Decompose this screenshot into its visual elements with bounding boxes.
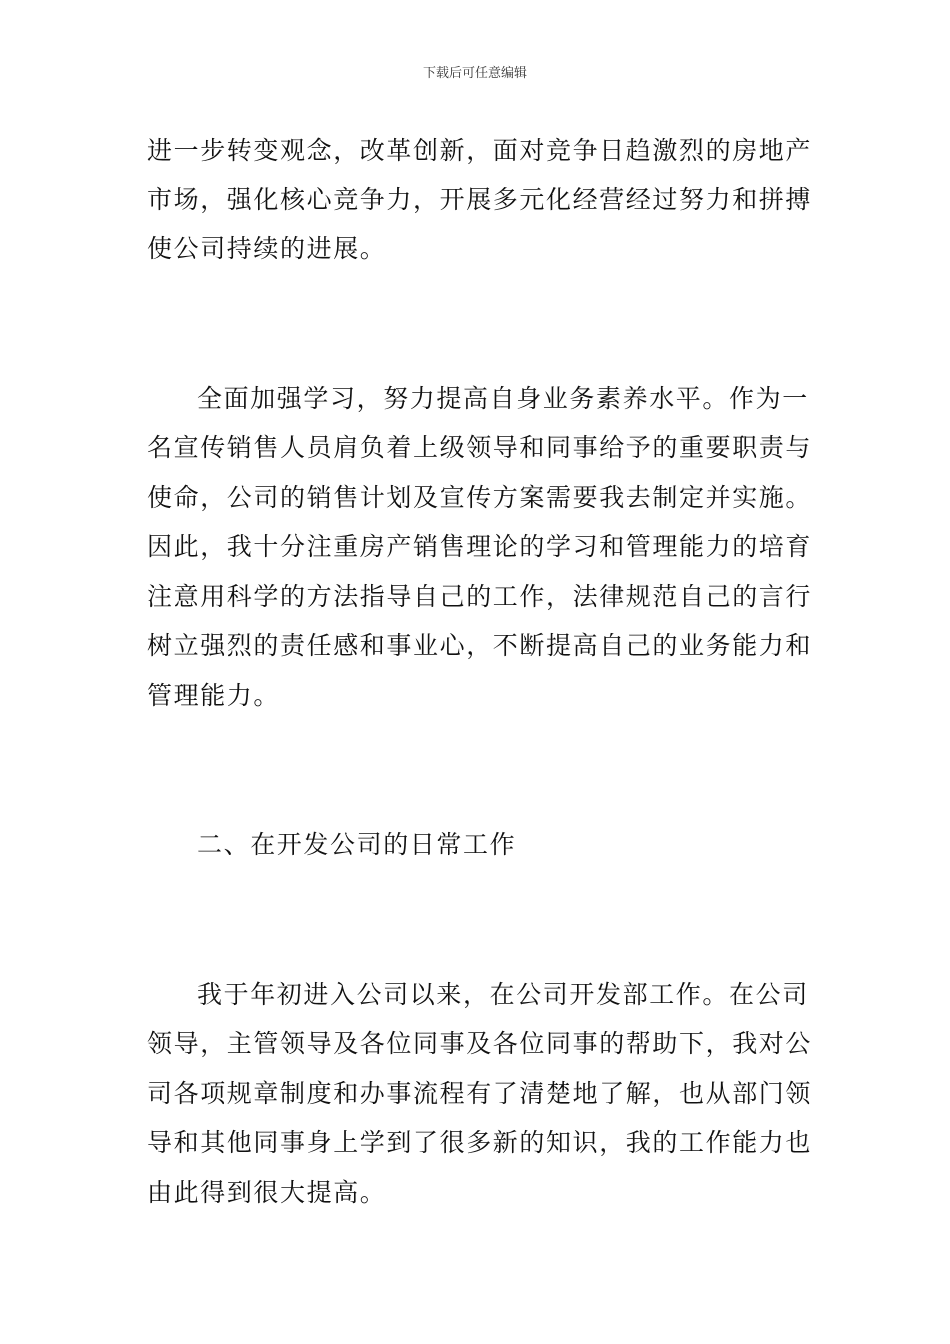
paragraph-2-line-1: 全面加强学习，努力提高自身业务素养水平。作为一	[197, 384, 809, 413]
paragraph-2-line-7: 管理能力。	[147, 681, 281, 710]
paragraph-4-line-4: 导和其他同事身上学到了很多新的知识，我的工作能力也	[147, 1128, 813, 1157]
paragraph-4-line-3: 司各项规章制度和办事流程有了清楚地了解，也从部门领	[147, 1079, 813, 1108]
paragraph-1-line-2: 市场，强化核心竞争力，开展多元化经营经过努力和拼搏	[147, 185, 813, 214]
paragraph-2-line-3: 使命，公司的销售计划及宣传方案需要我去制定并实施。	[147, 483, 813, 512]
paragraph-4-line-1: 我于年初进入公司以来，在公司开发部工作。在公司	[197, 980, 809, 1009]
paragraph-2-line-6: 树立强烈的责任感和事业心，不断提高自己的业务能力和	[147, 631, 813, 660]
section-heading: 二、在开发公司的日常工作	[197, 830, 517, 859]
page-header-note: 下载后可任意编辑	[422, 66, 527, 81]
paragraph-4-line-2: 领导，主管领导及各位同事及各位同事的帮助下，我对公	[147, 1029, 813, 1058]
paragraph-2-line-2: 名宣传销售人员肩负着上级领导和同事给予的重要职责与	[147, 433, 813, 462]
paragraph-1-line-1: 进一步转变观念，改革创新，面对竞争日趋激烈的房地产	[147, 136, 813, 165]
paragraph-2-line-5: 注意用科学的方法指导自己的工作，法律规范自己的言行	[147, 582, 813, 611]
paragraph-1-line-3: 使公司持续的进展。	[147, 234, 387, 263]
paragraph-2-line-4: 因此，我十分注重房产销售理论的学习和管理能力的培育	[147, 532, 813, 561]
paragraph-4-line-5: 由此得到很大提高。	[147, 1178, 387, 1207]
